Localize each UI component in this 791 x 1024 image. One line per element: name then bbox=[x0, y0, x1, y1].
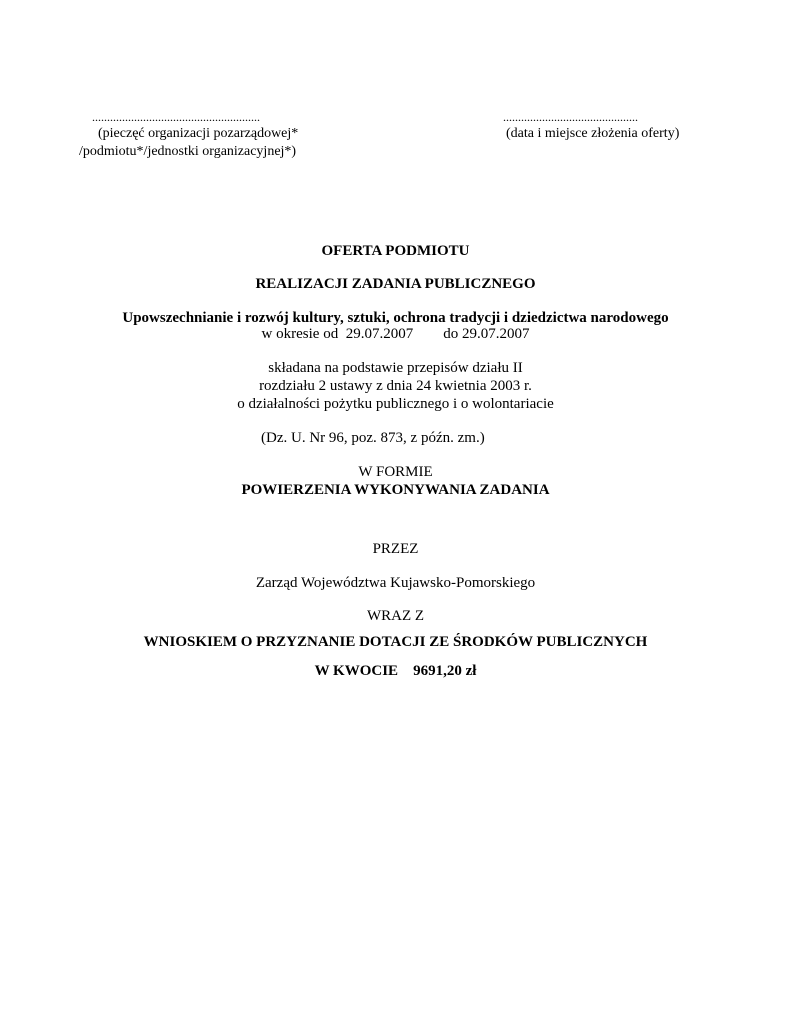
form-label: W FORMIE bbox=[358, 464, 433, 480]
document-title: OFERTA PODMIOTU bbox=[321, 243, 470, 259]
amount-value: 9691,20 zł bbox=[413, 663, 477, 679]
legal-basis-line3: o działalności pożytku publicznego i o wolontariacie bbox=[237, 396, 554, 412]
stamp-caption-line1: (pieczęć organizacji pozarządowej* bbox=[98, 126, 299, 141]
by-value: Zarząd Województwa Kujawsko-Pomorskiego bbox=[255, 575, 536, 591]
legal-basis-line1: składana na podstawie przepisów działu II bbox=[268, 360, 523, 376]
task-name: Upowszechnianie i rozwój kultury, sztuki, ochrona tradycji i dziedzictwa narodowego bbox=[122, 310, 669, 326]
amount-line bbox=[0, 662, 791, 680]
with-value: WNIOSKIEM O PRZYZNANIE DOTACJI ZE ŚRODKÓW PUBLICZNYCH bbox=[143, 634, 648, 650]
with-label: WRAZ Z bbox=[366, 608, 425, 624]
legal-reference: (Dz. U. Nr 96, poz. 873, z późn. zm.) bbox=[261, 430, 485, 446]
date-place-caption: (data i miejsce złożenia oferty) bbox=[506, 126, 680, 141]
date-to: 29.07.2007 bbox=[461, 326, 530, 342]
period-to-label: do bbox=[443, 326, 459, 342]
legal-basis-line2: rozdziału 2 ustawy z dnia 24 kwietnia 2003 r. bbox=[259, 378, 532, 394]
amount-label: W KWOCIE bbox=[314, 663, 399, 679]
stamp-dotted-line: ........................................................ bbox=[92, 110, 260, 124]
date-place-dotted-line: ............................................. bbox=[503, 110, 638, 124]
task-period bbox=[0, 325, 791, 343]
period-label: w okresie od bbox=[261, 326, 339, 342]
by-label: PRZEZ bbox=[372, 541, 419, 557]
form-value: POWIERZENIA WYKONYWANIA ZADANIA bbox=[241, 482, 550, 498]
document-subtitle: REALIZACJI ZADANIA PUBLICZNEGO bbox=[255, 276, 536, 292]
date-from: 29.07.2007 bbox=[345, 326, 414, 342]
stamp-caption-line2: /podmiotu*/jednostki organizacyjnej*) bbox=[79, 144, 297, 159]
